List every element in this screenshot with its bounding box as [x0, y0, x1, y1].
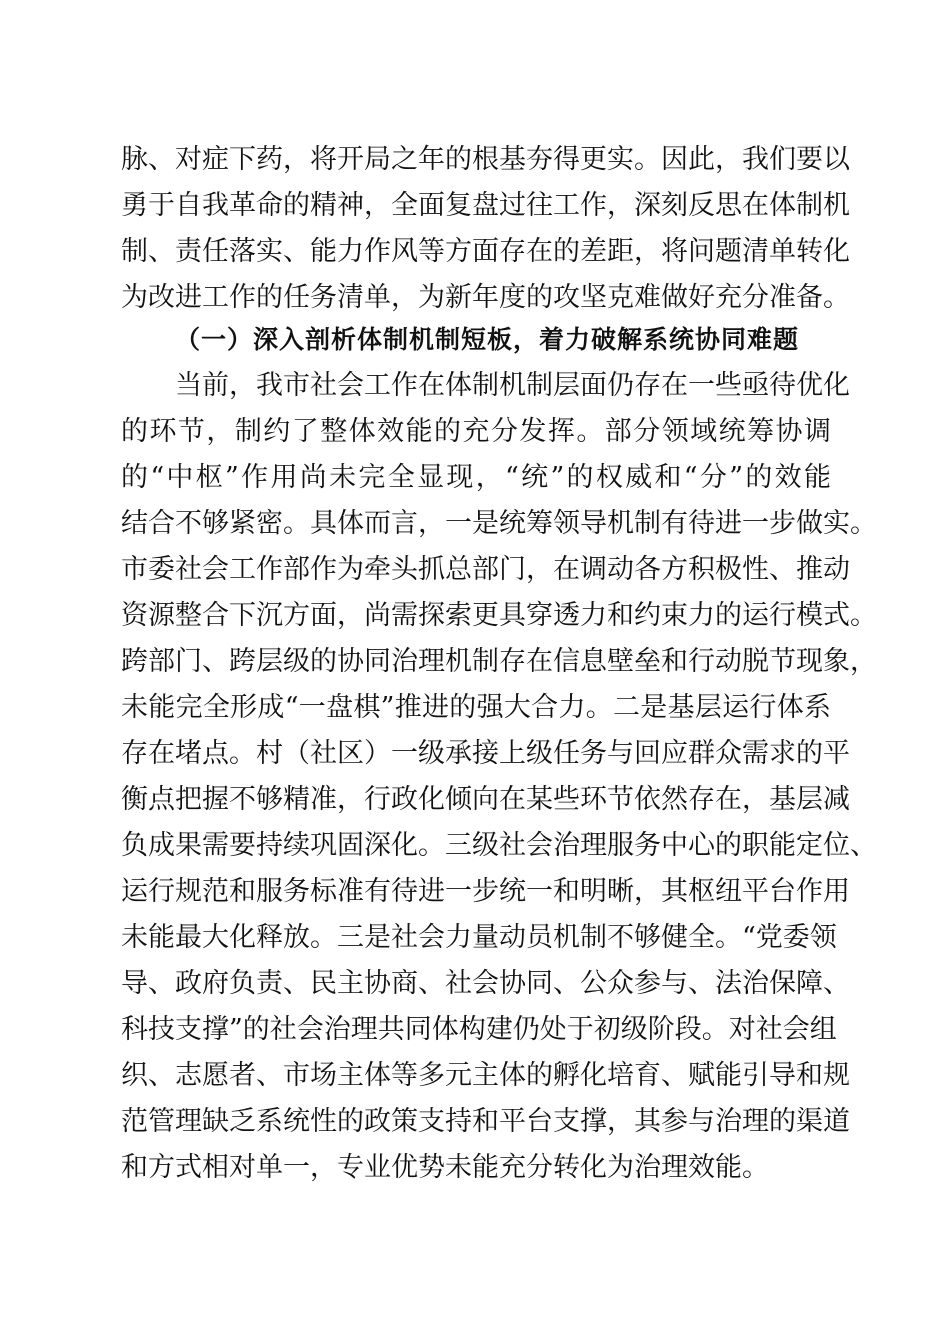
section-heading: （一）深入剖析体制机制短板，着力破解系统协同难题: [175, 325, 800, 354]
paragraph-line: 未能完全形成“一盘棋”推进的强大合力。二是基层运行体系: [121, 692, 831, 723]
paragraph-line: 跨部门、跨层级的协同治理机制存在信息壁垒和行动脱节现象，: [121, 646, 877, 677]
paragraph-line: 脉、对症下药，将开局之年的根基夯得更实。因此，我们要以: [121, 144, 850, 175]
paragraph-line: 范管理缺乏系统性的政策支持和平台支撑，其参与治理的渠道: [121, 1106, 850, 1137]
paragraph-line: 当前，我市社会工作在体制机制层面仍存在一些亟待优化: [175, 370, 850, 401]
paragraph-line: 市委社会工作部作为牵头抓总部门，在调动各方积极性、推动: [121, 554, 850, 585]
paragraph-line: 负成果需要持续巩固深化。三级社会治理服务中心的职能定位、: [121, 830, 877, 861]
paragraph-line: 结合不够紧密。具体而言，一是统筹领导机制有待进一步做实。: [121, 508, 877, 539]
paragraph-line: 衡点把握不够精准，行政化倾向在某些环节依然存在，基层减: [121, 784, 850, 815]
paragraph-line: 和方式相对单一，专业优势未能充分转化为治理效能。: [121, 1152, 769, 1183]
paragraph-line: 存在堵点。村（社区）一级承接上级任务与回应群众需求的平: [121, 738, 850, 769]
paragraph-line: 的环节，制约了整体效能的充分发挥。部分领域统筹协调: [121, 416, 831, 447]
paragraph-line: 的“中枢”作用尚未完全显现，“统”的权威和“分”的效能: [121, 462, 831, 493]
paragraph-line: 制、责任落实、能力作风等方面存在的差距，将问题清单转化: [121, 236, 850, 267]
paragraph-line: 运行规范和服务标准有待进一步统一和明晰，其枢纽平台作用: [121, 876, 850, 907]
paragraph-line: 为改进工作的任务清单，为新年度的攻坚克难做好充分准备。: [121, 282, 850, 313]
paragraph-line: 导、政府负责、民主协商、社会协同、公众参与、法治保障、: [121, 968, 850, 999]
paragraph-line: 未能最大化释放。三是社会力量动员机制不够健全。“党委领: [121, 922, 837, 953]
paragraph-line: 织、志愿者、市场主体等多元主体的孵化培育、赋能引导和规: [121, 1060, 850, 1091]
paragraph-line: 科技支撑”的社会治理共同体构建仍处于初级阶段。对社会组: [121, 1014, 837, 1045]
paragraph-line: 勇于自我革命的精神，全面复盘过往工作，深刻反思在体制机: [121, 190, 850, 221]
paragraph-line: 资源整合下沉方面，尚需探索更具穿透力和约束力的运行模式。: [121, 600, 877, 631]
